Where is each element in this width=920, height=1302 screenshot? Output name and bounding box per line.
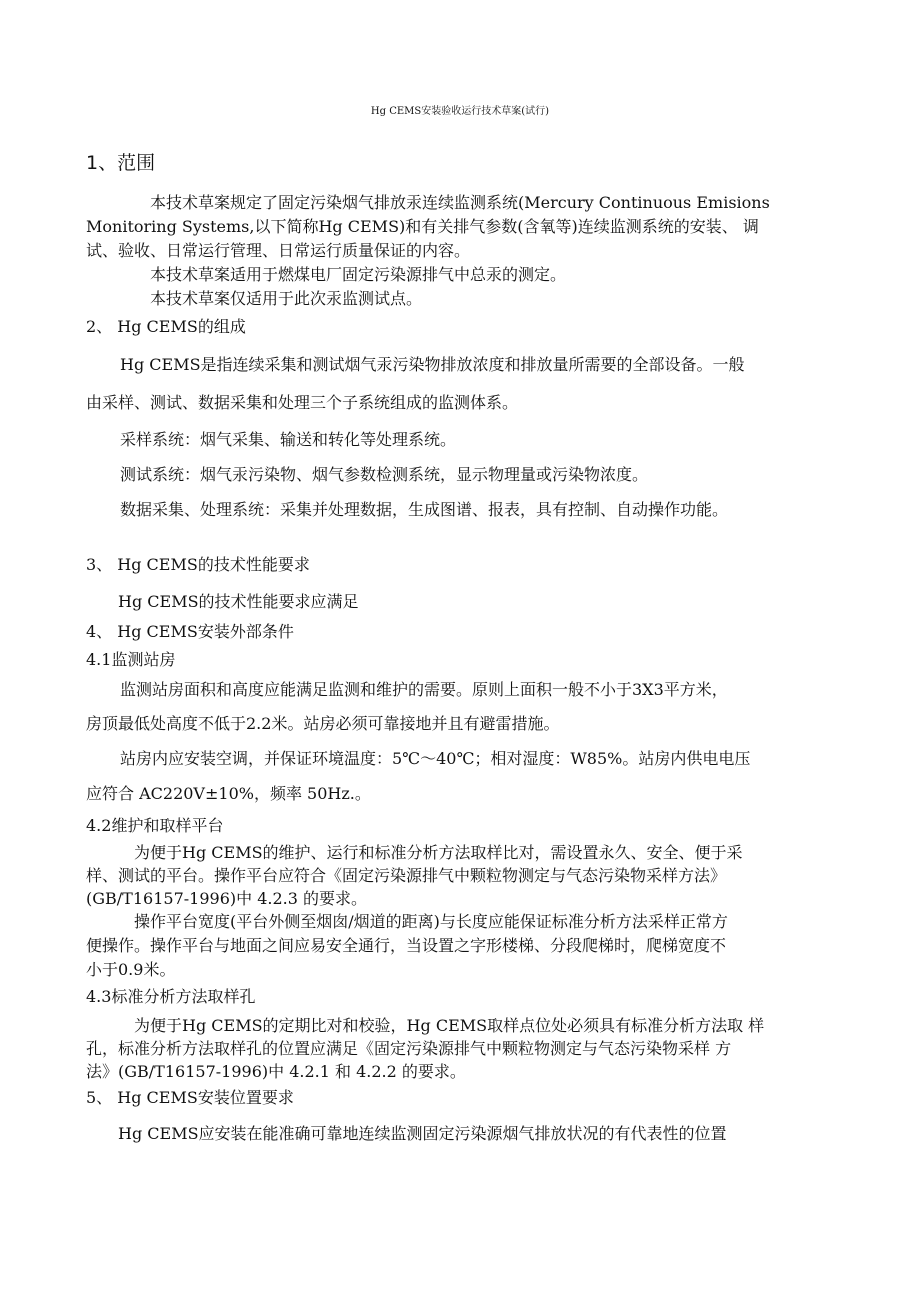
- section-1-paragraph-1-line-2: Monitoring Systems,以下简称Hg CEMS)和有关排气参数(含氧等)连续监测系统的安装、 调: [86, 217, 759, 236]
- section-4-1-paragraph-1-line-2: 房顶最低处高度不低于2.2米。站房必须可靠接地并且有避雷措施。: [86, 714, 560, 733]
- section-4-2-paragraph-2-line-2: 便操作。操作平台与地面之间应易安全通行，当设置之字形楼梯、分段爬梯时，爬梯宽度不: [86, 936, 727, 955]
- section-4-2-paragraph-1-line-1: 为便于Hg CEMS的维护、运行和标准分析方法取样比对，需设置永久、安全、便于采: [134, 843, 743, 862]
- section-2-heading: 2、 Hg CEMS的组成: [86, 317, 246, 336]
- section-4-1-paragraph-1-line-1: 监测站房面积和高度应能满足监测和维护的需要。原则上面积一般不小于3X3平方米，: [120, 680, 728, 699]
- section-4-2-paragraph-2-line-1: 操作平台宽度(平台外侧至烟囱/烟道的距离)与长度应能保证标准分析方法采样正常方: [134, 912, 728, 931]
- section-2-paragraph-line-2: 由采样、测试、数据采集和处理三个子系统组成的监测体系。: [86, 393, 519, 412]
- section-4-3-paragraph-line-2: 孔，标准分析方法取样孔的位置应满足《固定污染源排气中颗粒物测定与气态污染物采样 方: [86, 1039, 732, 1058]
- data-system-line: 数据采集、处理系统：采集并处理数据，生成图谱、报表，具有控制、自动操作功能。: [120, 500, 729, 519]
- section-1-paragraph-2: 本技术草案适用于燃煤电厂固定污染源排气中总汞的测定。: [150, 265, 567, 284]
- sampling-system-line: 采样系统：烟气采集、输送和转化等处理系统。: [120, 430, 457, 449]
- section-4-1-paragraph-2-line-2: 应符合 AC220V±10%，频率 50Hz.。: [86, 784, 371, 803]
- section-4-2-paragraph-2-line-3: 小于0.9米。: [86, 960, 176, 979]
- section-4-1-paragraph-2-line-1: 站房内应安装空调，并保证环境温度：5℃～40℃；相对湿度：W85%。站房内供电电压: [120, 749, 751, 768]
- section-4-2-paragraph-1-line-2: 样、测试的平台。操作平台应符合《固定污染源排气中颗粒物测定与气态污染物采样方法》: [86, 866, 727, 885]
- section-4-3-paragraph-line-1: 为便于Hg CEMS的定期比对和校验，Hg CEMS取样点位处必须具有标准分析方法取 样: [134, 1016, 765, 1035]
- document-title: Hg CEMS安装验收运行技术草案(试行): [370, 106, 550, 117]
- section-2-paragraph-line-1: Hg CEMS是指连续采集和测试烟气汞污染物排放浓度和排放量所需要的全部设备。一般: [120, 355, 745, 374]
- section-3-heading: 3、 Hg CEMS的技术性能要求: [86, 555, 310, 574]
- section-1-heading: 1、范围: [86, 152, 156, 174]
- section-1-paragraph-1-line-3: 试、验收、日常运行管理、日常运行质量保证的内容。: [86, 241, 471, 260]
- section-1-paragraph-3: 本技术草案仅适用于此次汞监测试点。: [150, 289, 423, 308]
- section-4-2-heading: 4.2维护和取样平台: [86, 816, 224, 835]
- section-4-3-paragraph-line-3: 法》(GB/T16157-1996)中 4.2.1 和 4.2.2 的要求。: [86, 1062, 466, 1081]
- section-3-paragraph: Hg CEMS的技术性能要求应满足: [118, 592, 359, 611]
- testing-system-line: 测试系统：烟气汞污染物、烟气参数检测系统，显示物理量或污染物浓度。: [120, 465, 649, 484]
- section-4-2-paragraph-1-line-3: (GB/T16157-1996)中 4.2.3 的要求。: [86, 889, 367, 908]
- section-4-1-heading: 4.1监测站房: [86, 650, 176, 669]
- section-5-heading: 5、 Hg CEMS安装位置要求: [86, 1088, 294, 1107]
- section-1-paragraph-1-line-1: 本技术草案规定了固定污染烟气排放汞连续监测系统(Mercury Continuous Emisions: [150, 193, 770, 212]
- section-5-paragraph: Hg CEMS应安装在能准确可靠地连续监测固定污染源烟气排放状况的有代表性的位置: [118, 1124, 727, 1143]
- section-4-heading: 4、 Hg CEMS安装外部条件: [86, 622, 294, 641]
- section-4-3-heading: 4.3标准分析方法取样孔: [86, 987, 256, 1006]
